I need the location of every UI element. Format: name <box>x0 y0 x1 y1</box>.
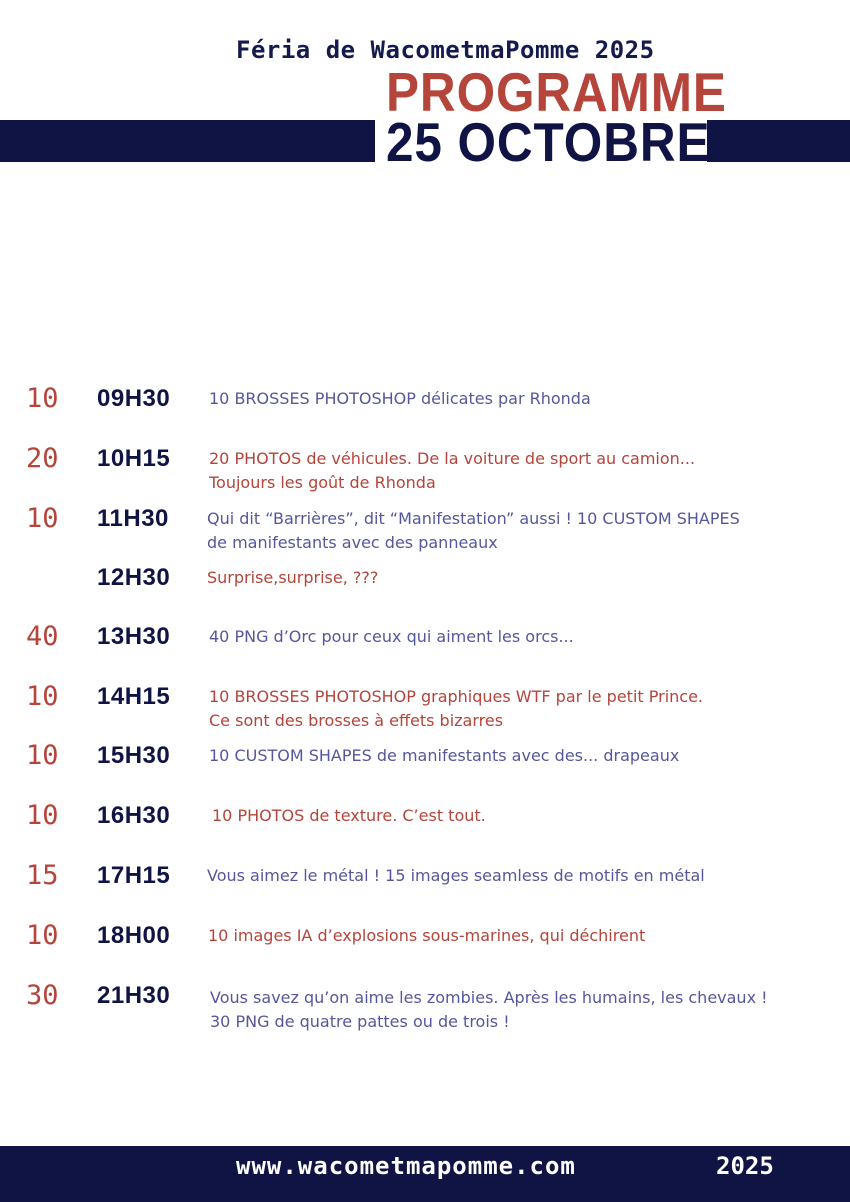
schedule-row <box>0 504 850 564</box>
schedule-row <box>0 384 850 444</box>
schedule-row <box>0 444 850 504</box>
item-count: 10 <box>26 681 59 712</box>
item-description: Vous aimez le métal ! 15 images seamless de motifs en métal <box>207 866 705 885</box>
item-time: 15H30 <box>97 742 171 769</box>
schedule-row <box>0 981 850 1041</box>
item-description: 40 PNG d’Orc pour ceux qui aiment les orcs... <box>209 627 574 646</box>
item-count: 10 <box>26 740 59 771</box>
item-time: 18H00 <box>97 922 171 949</box>
item-count: 20 <box>26 443 59 474</box>
item-count: 30 <box>26 980 59 1011</box>
programme-date: 25 OCTOBRE <box>386 111 711 173</box>
event-title: Féria de WacometmaPomme 2025 <box>236 36 655 64</box>
footer-year: 2025 <box>716 1152 774 1180</box>
item-description: 10 PHOTOS de texture. C’est tout. <box>212 806 486 825</box>
item-description: Qui dit “Barrières”, dit “Manifestation” aussi ! 10 CUSTOM SHAPES de manifestants avec des panneaux <box>207 509 740 552</box>
item-time: 12H30 <box>97 564 171 591</box>
item-time: 10H15 <box>97 445 171 472</box>
item-count: 10 <box>26 503 59 534</box>
header-band-left <box>0 120 375 162</box>
item-time: 11H30 <box>97 505 169 532</box>
header-band-right <box>707 120 850 162</box>
item-count: 10 <box>26 800 59 831</box>
item-time: 16H30 <box>97 802 171 829</box>
schedule-row <box>0 921 850 981</box>
item-count: 15 <box>26 860 59 891</box>
item-count: 40 <box>26 621 59 652</box>
item-description: Vous savez qu’on aime les zombies. Après les humains, les chevaux ! 30 PNG de quatre pattes ou de trois ! <box>210 988 768 1031</box>
schedule-row <box>0 563 850 623</box>
item-time: 13H30 <box>97 623 171 650</box>
item-description: 20 PHOTOS de véhicules. De la voiture de sport au camion... Toujours les goût de Rhonda <box>209 449 696 492</box>
item-description: 10 images IA d’explosions sous-marines, qui déchirent <box>208 926 646 945</box>
item-time: 09H30 <box>97 385 171 412</box>
item-count: 10 <box>26 920 59 951</box>
item-description: 10 BROSSES PHOTOSHOP délicates par Rhonda <box>209 389 591 408</box>
schedule-row <box>0 861 850 921</box>
item-count: 10 <box>26 383 59 414</box>
item-time: 14H15 <box>97 683 171 710</box>
item-time: 17H15 <box>97 862 171 889</box>
item-description: 10 CUSTOM SHAPES de manifestants avec des... drapeaux <box>209 746 680 765</box>
item-description: 10 BROSSES PHOTOSHOP graphiques WTF par le petit Prince. Ce sont des brosses à effets bizarres <box>209 687 704 730</box>
schedule-row <box>0 801 850 861</box>
schedule-row <box>0 622 850 682</box>
schedule-row <box>0 741 850 801</box>
item-description: Surprise,surprise, ??? <box>207 568 379 587</box>
schedule-row <box>0 682 850 742</box>
item-time: 21H30 <box>97 982 171 1009</box>
footer-website-link[interactable]: www.wacometmapomme.com <box>236 1152 576 1180</box>
programme-label: PROGRAMME <box>386 61 727 123</box>
